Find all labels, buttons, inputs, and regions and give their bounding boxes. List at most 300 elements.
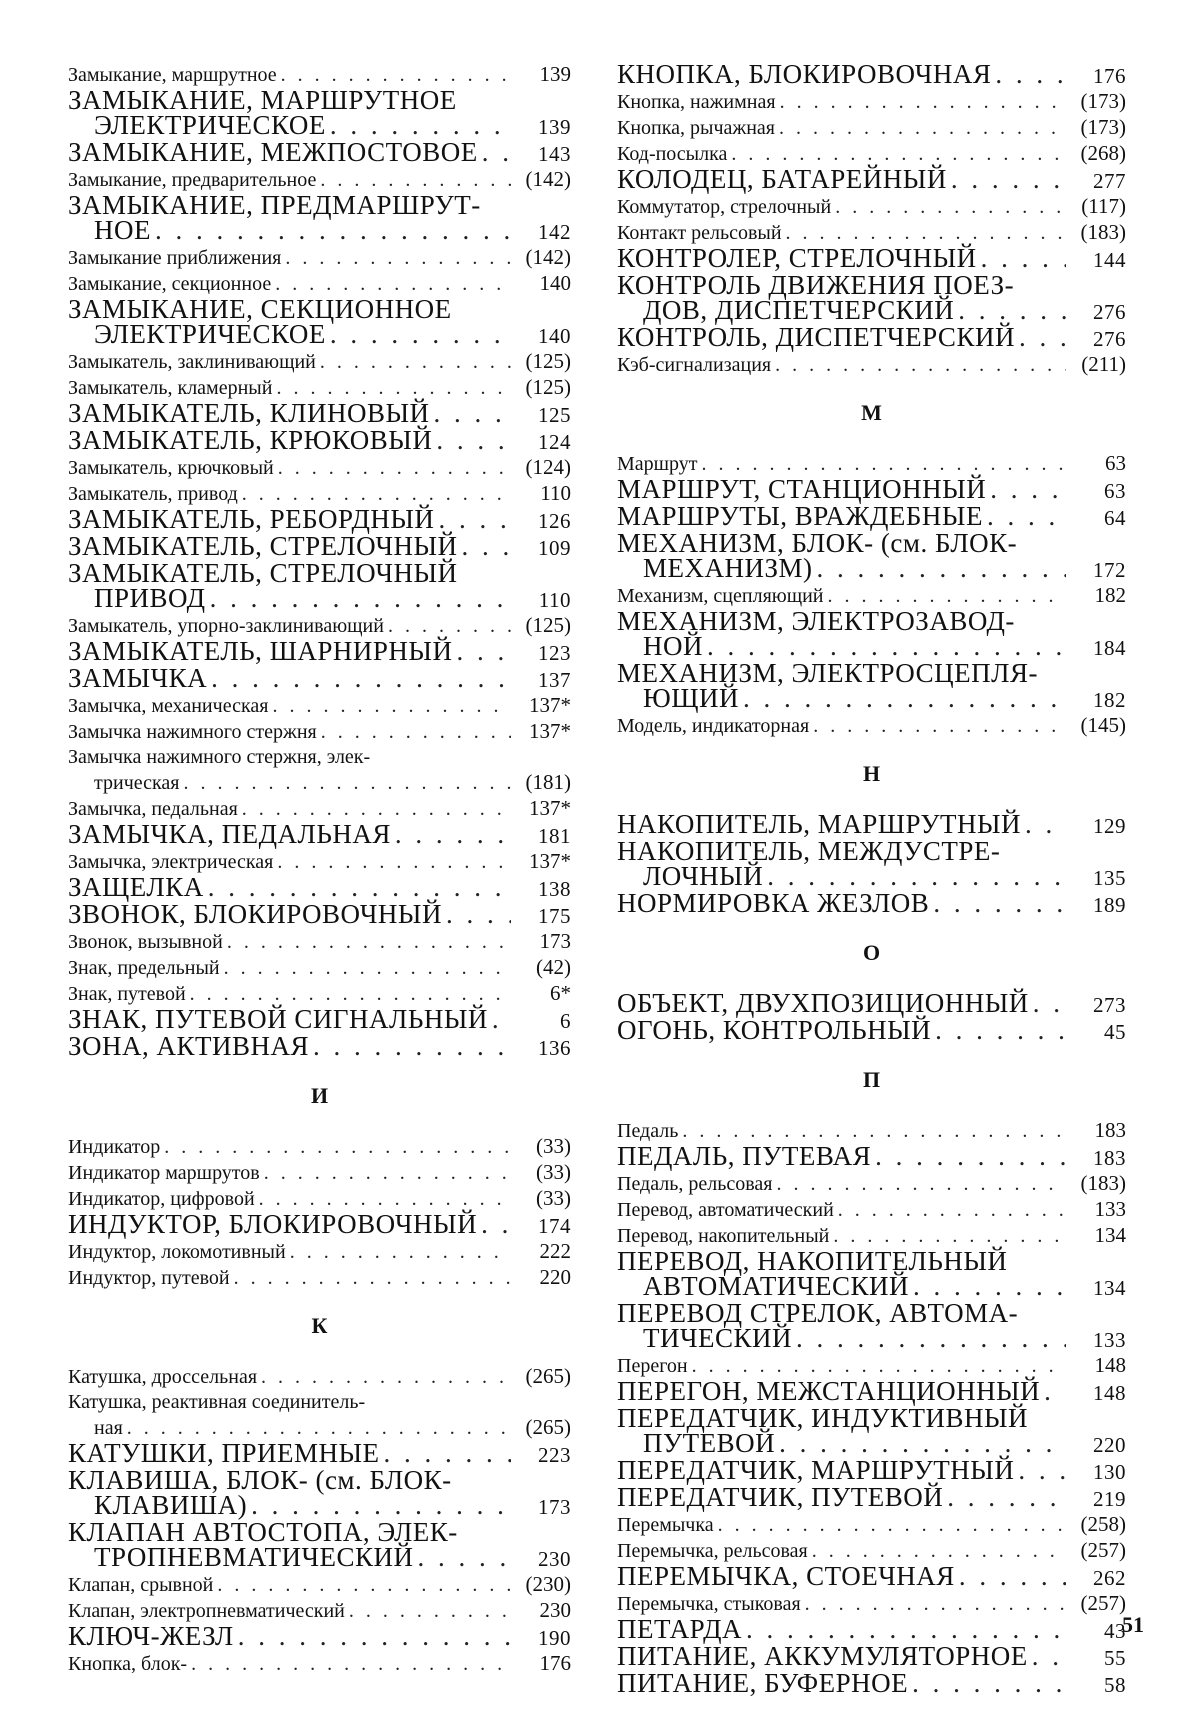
page-reference: 136	[538, 1036, 571, 1060]
dot-leader	[1033, 991, 1066, 1016]
dot-leader	[492, 1007, 511, 1032]
dot-leader	[779, 116, 1066, 141]
dot-leader	[155, 218, 511, 243]
dot-leader	[933, 891, 1066, 916]
index-term: ПЕРЕГОН, МЕЖСТАНЦИОННЫЙ	[617, 1376, 1041, 1406]
dot-leader	[446, 902, 511, 927]
page-reference: 148	[1093, 1381, 1126, 1405]
page-reference: 148	[1094, 1353, 1126, 1377]
index-term: НАКОПИТЕЛЬ, МЕЖДУСТРЕ-	[617, 836, 1001, 866]
index-term: МЕХАНИЗМ, ЭЛЕКТРОЗАВОД-	[617, 606, 1015, 636]
index-term: ЛОЧНЫЙ	[643, 861, 764, 891]
page-reference: (230)	[525, 1572, 571, 1596]
index-entry	[68, 531, 571, 561]
index-entry	[617, 1614, 1126, 1644]
index-term: КОНТРОЛЬ ДВИЖЕНИЯ ПОЕЗ-	[617, 270, 1015, 300]
page-reference: (124)	[525, 455, 571, 479]
index-entry	[68, 190, 571, 245]
dot-leader	[482, 140, 511, 165]
page-reference: 173	[538, 1495, 571, 1519]
index-term: КОЛОДЕЦ, БАТАРЕЙНЫЙ	[617, 164, 947, 194]
index-entry	[68, 1160, 571, 1186]
index-column-left	[68, 62, 571, 1677]
page-reference: 110	[540, 481, 571, 505]
index-term: ЗАМЫЧКА, ПЕДАЛЬНАЯ	[68, 819, 391, 849]
dot-leader	[456, 639, 511, 664]
dot-leader	[210, 586, 511, 611]
dot-leader	[912, 1671, 1066, 1696]
page-reference: 139	[539, 62, 571, 86]
index-entry	[68, 719, 571, 745]
dot-leader	[462, 534, 511, 559]
page-reference: 182	[1093, 688, 1126, 712]
index-term: НОЙ	[643, 631, 703, 661]
page-reference: (265)	[525, 1415, 571, 1439]
index-term: КЛАПАН АВТОСТОПА, ЭЛЕК-	[68, 1517, 458, 1547]
index-term: ДОВ, ДИСПЕТЧЕРСКИЙ	[643, 295, 955, 325]
page-reference: 144	[1093, 248, 1126, 272]
page-reference: 176	[539, 1651, 571, 1675]
index-entry	[68, 455, 571, 481]
page-reference: 137*	[529, 849, 571, 873]
page-reference: 220	[1093, 1433, 1126, 1457]
dot-leader	[184, 771, 512, 796]
page-reference: 219	[1093, 1487, 1126, 1511]
index-entry	[68, 872, 571, 902]
page-reference: (42)	[536, 955, 571, 979]
page-number: 51	[1122, 1612, 1144, 1637]
index-entry	[68, 1364, 571, 1390]
index-entry	[617, 1171, 1126, 1197]
index-entry	[68, 1438, 571, 1468]
dot-leader	[349, 1599, 511, 1624]
index-term: Замыкание, маршрутное	[68, 64, 277, 86]
page-reference: 63	[1104, 479, 1126, 503]
index-entry	[617, 59, 1126, 89]
dot-leader	[947, 1485, 1066, 1510]
page-reference: (268)	[1080, 141, 1126, 165]
index-term: Знак, путевой	[68, 983, 186, 1005]
page-reference: 223	[538, 1443, 571, 1467]
index-term: Замычка, механическая	[68, 695, 269, 717]
dot-leader	[835, 195, 1066, 220]
dot-leader	[277, 850, 511, 875]
index-term: Перемычка	[617, 1514, 714, 1536]
index-term: Кэб-сигнализация	[617, 354, 772, 376]
index-column-right	[617, 59, 1126, 1698]
index-entry	[68, 1134, 571, 1160]
dot-leader	[1025, 812, 1066, 837]
index-entry	[68, 1004, 571, 1034]
index-entry	[68, 663, 571, 693]
index-term: ПЕТАРДА	[617, 1614, 743, 1644]
index-entry	[68, 1209, 571, 1239]
index-entry	[617, 988, 1126, 1018]
page-reference: 230	[539, 1598, 571, 1622]
index-entry	[68, 245, 571, 271]
index-term: Замыкатель, крючковый	[68, 457, 274, 479]
dot-leader	[285, 246, 511, 271]
page-reference: 6	[560, 1009, 571, 1033]
page-reference: 262	[1093, 1566, 1126, 1590]
index-term: Модель, индикаторная	[617, 715, 810, 737]
page-reference: 133	[1093, 1328, 1126, 1352]
dot-leader	[958, 298, 1066, 323]
dot-leader	[436, 428, 511, 453]
page-reference: (142)	[525, 245, 571, 269]
page-reference: 6*	[550, 981, 571, 1005]
dot-leader	[718, 1513, 1066, 1538]
dot-leader	[227, 930, 511, 955]
index-term: Замыкатель, привод	[68, 483, 238, 505]
index-entry	[68, 85, 571, 140]
dot-leader	[313, 1034, 511, 1059]
page-reference: 139	[538, 115, 571, 139]
index-entry	[617, 322, 1126, 352]
index-entry	[617, 1561, 1126, 1591]
dot-leader	[838, 1198, 1066, 1223]
dot-leader	[191, 1652, 511, 1677]
page-reference: 125	[538, 403, 571, 427]
index-term: КАТУШКИ, ПРИЕМНЫЕ	[68, 1438, 380, 1468]
section-letter-heading: О	[862, 940, 881, 965]
dot-leader	[330, 322, 511, 347]
index-term: НОЕ	[94, 215, 151, 245]
index-term: Кнопка, блок-	[68, 1653, 188, 1675]
dot-leader	[434, 401, 511, 426]
index-entry	[617, 1512, 1126, 1538]
index-term: Индикатор	[68, 1136, 161, 1158]
page-reference: 230	[538, 1547, 571, 1571]
page-reference: 58	[1104, 1673, 1126, 1697]
page-reference: 137*	[529, 796, 571, 820]
index-term: ЗАМЫЧКА	[68, 663, 208, 693]
dot-leader	[384, 1441, 511, 1466]
page-reference: 137	[538, 668, 571, 692]
index-entry	[68, 929, 571, 955]
index-term: Замыкатель, кламерный	[68, 377, 273, 399]
page-reference: 277	[1093, 169, 1126, 193]
index-entry	[617, 474, 1126, 504]
dot-leader	[987, 504, 1066, 529]
page-reference: 176	[1093, 64, 1126, 88]
index-term: КЛАВИША, БЛОК- (см. БЛОК-	[68, 1465, 452, 1495]
index-term: Замыкание, предварительное	[68, 169, 317, 191]
index-entry	[617, 1141, 1126, 1171]
index-term: Механизм, сцепляющий	[617, 585, 824, 607]
index-entry	[68, 693, 571, 719]
dot-leader	[1044, 1379, 1066, 1404]
index-term: ЗАМЫКАТЕЛЬ, КЛИНОВЫЙ	[68, 398, 430, 428]
index-entry	[68, 398, 571, 428]
index-entry	[68, 1621, 571, 1651]
index-entry	[617, 1403, 1126, 1458]
index-term: МЕХАНИЗМ, ЭЛЕКТРОСЦЕПЛЯ-	[617, 658, 1038, 688]
index-entry	[617, 501, 1126, 531]
page-reference: (125)	[525, 375, 571, 399]
dot-leader	[164, 1135, 511, 1160]
index-term: Контакт рельсовый	[617, 222, 782, 244]
page-reference: 183	[1094, 1118, 1126, 1142]
index-term: ПЕРЕВОД СТРЕЛОК, АВТОМА-	[617, 1298, 1019, 1328]
dot-leader	[990, 477, 1066, 502]
index-term: ПИТАНИЕ, БУФЕРНОЕ	[617, 1668, 909, 1698]
dot-leader	[775, 353, 1066, 378]
index-term: ОБЪЕКТ, ДВУХПОЗИЦИОННЫЙ	[617, 988, 1029, 1018]
page-reference: 276	[1093, 327, 1126, 351]
dot-leader	[278, 456, 511, 481]
dot-leader	[224, 956, 511, 981]
dot-leader	[320, 350, 511, 375]
index-term: ПЕРЕДАТЧИК, МАРШРУТНЫЙ	[617, 1455, 1015, 1485]
page-reference: 137*	[529, 693, 571, 717]
dot-leader	[935, 1018, 1066, 1043]
dot-leader	[330, 113, 511, 138]
index-term: ЗВОНОК, БЛОКИРОВОЧНЫЙ	[68, 899, 442, 929]
index-term: Педаль, рельсовая	[617, 1173, 773, 1195]
dot-leader	[767, 864, 1066, 889]
dot-leader	[208, 875, 511, 900]
index-term: Клапан, срывной	[68, 1574, 214, 1596]
page-reference: 143	[538, 142, 571, 166]
dot-leader	[321, 720, 511, 745]
index-entry	[617, 1641, 1126, 1671]
page-reference: (33)	[536, 1134, 571, 1158]
index-entry	[617, 1015, 1126, 1045]
dot-leader	[796, 1326, 1066, 1351]
index-term: трическая	[94, 772, 180, 794]
index-term: ПЕРЕДАТЧИК, ПУТЕВОЙ	[617, 1482, 944, 1512]
index-term: Замычка, электрическая	[68, 851, 274, 873]
page-reference: 135	[1093, 866, 1126, 890]
index-term: ПИТАНИЕ, АККУМУЛЯТОРНОЕ	[617, 1641, 1028, 1671]
index-term: ПЕРЕМЫЧКА, СТОЕЧНАЯ	[617, 1561, 955, 1591]
index-term: ЗАМЫКАТЕЛЬ, СТРЕЛОЧНЫЙ	[68, 558, 458, 588]
section-letter-heading: К	[311, 1313, 328, 1338]
page-reference: (257)	[1080, 1538, 1126, 1562]
index-entry	[617, 243, 1126, 273]
index-entry	[617, 1246, 1126, 1301]
page-reference: (258)	[1080, 1512, 1126, 1536]
dot-leader	[743, 686, 1066, 711]
index-term: ЗНАК, ПУТЕВОЙ СИГНАЛЬНЫЙ	[68, 1004, 488, 1034]
index-entry	[617, 89, 1126, 115]
section-letter-heading: М	[861, 400, 882, 425]
index-term: Клапан, электропневматический	[68, 1600, 345, 1622]
dot-leader	[395, 822, 511, 847]
page-reference: (183)	[1080, 1171, 1126, 1195]
page-reference: (265)	[525, 1364, 571, 1388]
index-term: Индикатор, цифровой	[68, 1188, 255, 1210]
page-reference: 222	[539, 1239, 571, 1263]
index-term: Перевод, автоматический	[617, 1199, 834, 1221]
index-entry	[617, 164, 1126, 194]
index-term: Замыкатель, упорно-заклинивающий	[68, 615, 384, 637]
page-reference: (125)	[525, 613, 571, 637]
page-reference: 276	[1093, 300, 1126, 324]
index-term: МАРШРУТЫ, ВРАЖДЕБНЫЕ	[617, 501, 983, 531]
index-entry	[617, 270, 1126, 325]
dot-leader	[951, 167, 1066, 192]
dot-leader	[813, 714, 1066, 739]
page-reference: (145)	[1080, 713, 1126, 737]
index-term: МАРШРУТ, СТАНЦИОННЫЙ	[617, 474, 987, 504]
index-term: Замычка, педальная	[68, 798, 238, 820]
dot-leader	[251, 1493, 511, 1518]
index-entry	[68, 1572, 571, 1598]
index-term: Катушка, реактивная соединитель-	[68, 1391, 366, 1413]
page-reference: (211)	[1081, 352, 1126, 376]
dot-leader	[875, 1144, 1066, 1169]
dot-leader	[261, 1365, 511, 1390]
page-reference: 273	[1093, 993, 1126, 1017]
page-reference: (183)	[1080, 220, 1126, 244]
page-reference: (173)	[1080, 115, 1126, 139]
page-reference: 184	[1093, 636, 1126, 660]
index-term: Звонок, вызывной	[68, 931, 223, 953]
dot-leader	[805, 1592, 1066, 1617]
index-entry	[617, 606, 1126, 661]
index-entry	[617, 115, 1126, 141]
index-entry	[68, 349, 571, 375]
index-term: Замычка нажимного стержня	[68, 721, 317, 743]
index-term: ЗАМЫКАНИЕ, МАРШРУТНОЕ	[68, 85, 457, 115]
index-entry	[68, 558, 571, 613]
index-term: Перегон	[617, 1355, 688, 1377]
page-reference: 45	[1104, 1020, 1126, 1044]
page-reference: 190	[538, 1626, 571, 1650]
dot-leader	[779, 1431, 1066, 1456]
index-term: Индикатор маршрутов	[68, 1162, 260, 1184]
index-term: ПЕДАЛЬ, ПУТЕВАЯ	[617, 1141, 872, 1171]
index-term: КОНТРОЛЬ, ДИСПЕТЧЕРСКИЙ	[617, 322, 1015, 352]
index-entry	[617, 1668, 1126, 1698]
dot-leader	[438, 507, 511, 532]
page-reference: 140	[538, 324, 571, 348]
index-entry	[68, 294, 571, 349]
index-entry	[68, 504, 571, 534]
index-entry	[68, 1517, 571, 1572]
index-term: Знак, предельный	[68, 957, 220, 979]
page-reference: (142)	[525, 167, 571, 191]
index-entry	[68, 899, 571, 929]
page-reference: 64	[1104, 506, 1126, 530]
page-reference: 137*	[529, 719, 571, 743]
index-term: Перемычка, стыковая	[617, 1593, 801, 1615]
index-term: ная	[94, 1417, 123, 1439]
index-term: ЮЩИЙ	[643, 683, 739, 713]
page-reference: 220	[539, 1265, 571, 1289]
index-entry	[617, 1455, 1126, 1485]
index-term: НОРМИРОВКА ЖЕЗЛОВ	[617, 888, 930, 918]
page-reference: 172	[1093, 558, 1126, 582]
dot-leader	[264, 1161, 511, 1186]
index-term: МЕХАНИЗМ)	[643, 553, 813, 583]
page-reference: 110	[538, 588, 571, 612]
index-entry	[68, 1465, 571, 1520]
index-entry	[617, 352, 1126, 378]
dot-leader	[959, 1564, 1066, 1589]
index-term: ЗАМЫКАТЕЛЬ, РЕБОРДНЫЙ	[68, 504, 435, 534]
index-entry	[68, 425, 571, 455]
page-reference: 134	[1093, 1276, 1126, 1300]
index-entry	[617, 1197, 1126, 1223]
index-entry	[68, 1651, 571, 1677]
index-entry	[68, 1239, 571, 1265]
index-term: Замыкатель, заклинивающий	[68, 351, 316, 373]
index-term: Катушка, дроссельная	[68, 1366, 258, 1388]
page-reference: 109	[538, 536, 571, 560]
index-entry	[68, 636, 571, 666]
page-reference: 183	[1093, 1146, 1126, 1170]
dot-leader	[238, 1624, 511, 1649]
dot-leader	[707, 634, 1066, 659]
index-term: ЭЛЕКТРИЧЕСКОЕ	[94, 110, 326, 140]
page-reference: 173	[539, 929, 571, 953]
page-reference: (33)	[536, 1160, 571, 1184]
index-term: МЕХАНИЗМ, БЛОК- (см. БЛОК-	[617, 528, 1018, 558]
dot-leader	[1018, 1458, 1066, 1483]
page-reference: 126	[538, 509, 571, 533]
index-term: КЛАВИША)	[94, 1490, 248, 1520]
index-term: ПЕРЕВОД, НАКОПИТЕЛЬНЫЙ	[617, 1246, 1008, 1276]
index-term: АВТОМАТИЧЕСКИЙ	[643, 1271, 909, 1301]
dot-leader	[1019, 325, 1066, 350]
index-entry	[68, 955, 571, 981]
dot-leader	[272, 694, 511, 719]
index-term: ПРИВОД	[94, 583, 206, 613]
dot-leader	[817, 556, 1066, 581]
index-term: Замычка нажимного стержня, элек-	[68, 746, 371, 768]
page-reference: (117)	[1081, 194, 1126, 218]
page-reference: (173)	[1080, 89, 1126, 113]
index-term: НАКОПИТЕЛЬ, МАРШРУТНЫЙ	[617, 809, 1022, 839]
section-letter-heading: П	[862, 1067, 881, 1092]
index-term: ПЕРЕДАТЧИК, ИНДУКТИВНЫЙ	[617, 1403, 1029, 1433]
index-entry	[617, 713, 1126, 739]
index-term: ТИЧЕСКИЙ	[643, 1323, 793, 1353]
index-term: Индуктор, локомотивный	[68, 1241, 286, 1263]
page-reference: 134	[1094, 1223, 1126, 1247]
dot-leader	[211, 666, 511, 691]
page-reference: (257)	[1080, 1591, 1126, 1615]
index-term: Педаль	[617, 1120, 679, 1142]
index-entry	[68, 137, 571, 167]
index-term: ЗАМЫКАТЕЛЬ, СТРЕЛОЧНЫЙ	[68, 531, 458, 561]
page-reference: 181	[538, 824, 571, 848]
index-term: ЗАМЫКАТЕЛЬ, ШАРНИРНЫЙ	[68, 636, 453, 666]
page-reference: 182	[1094, 583, 1126, 607]
index-term: ИНДУКТОР, БЛОКИРОВОЧНЫЙ	[68, 1209, 478, 1239]
index-term: ЗОНА, АКТИВНАЯ	[68, 1031, 310, 1061]
dot-leader	[481, 1212, 511, 1237]
dot-leader	[746, 1617, 1066, 1642]
dot-leader	[290, 1240, 511, 1265]
index-term: ЗАМЫКАНИЕ, ПРЕДМАРШРУТ-	[68, 190, 481, 220]
index-entry	[68, 745, 571, 796]
index-term: КОНТРОЛЕР, СТРЕЛОЧНЫЙ	[617, 243, 977, 273]
index-entry	[68, 1031, 571, 1061]
index-term: ЗАЩЕЛКА	[68, 872, 204, 902]
section-letter-heading: Н	[862, 761, 881, 786]
page-reference: 123	[538, 641, 571, 665]
dot-leader	[780, 90, 1066, 115]
dot-leader	[217, 1573, 511, 1598]
dot-leader	[234, 1266, 511, 1291]
index-term: Перемычка, рельсовая	[617, 1540, 808, 1562]
index-term: ЗАМЫКАТЕЛЬ, КРЮКОВЫЙ	[68, 425, 433, 455]
index-term: Индуктор, путевой	[68, 1267, 230, 1289]
